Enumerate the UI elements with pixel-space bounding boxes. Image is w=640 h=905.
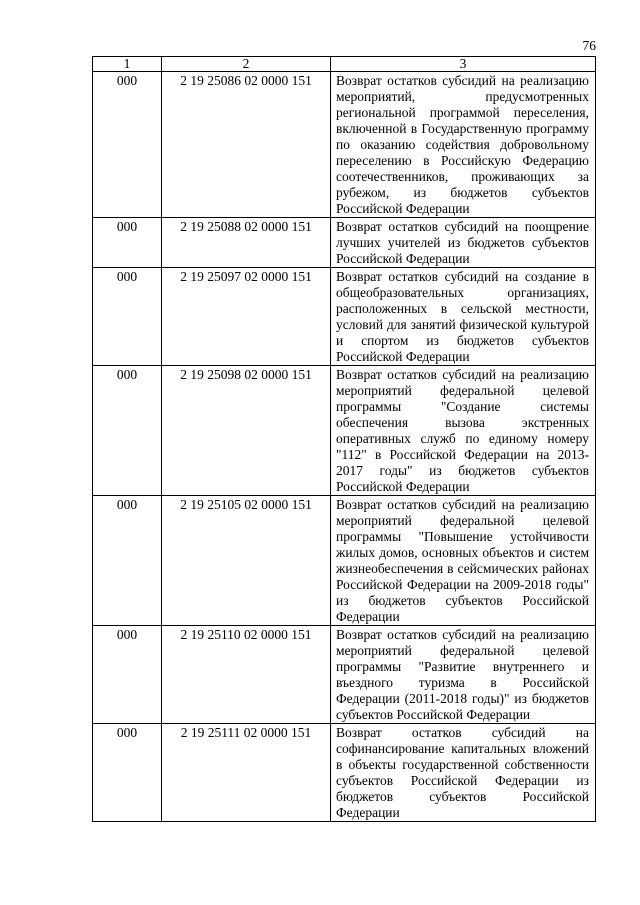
budget-code-cell: 2 19 25111 02 0000 151 [162, 724, 331, 822]
column-header-1: 1 [93, 57, 162, 72]
table-row [93, 496, 596, 626]
column-header-3: 3 [331, 57, 596, 72]
income-name-cell: Возврат остатков субсидий на реализацию мероприятий федеральной целевой программы "Повышение устойчивости жилых домов, основных объектов и систем жизнеобеспечения в сейсмических районах Российской Федерации на 2009-2018 годы" из бюджетов субъектов Российской Федерации [331, 496, 596, 626]
page-number: 76 [582, 38, 596, 53]
budget-code-cell: 2 19 25088 02 0000 151 [162, 218, 331, 268]
table-row [93, 268, 596, 366]
budget-code-cell: 2 19 25098 02 0000 151 [162, 366, 331, 496]
admin-code-cell: 000 [93, 626, 162, 724]
income-name-cell: Возврат остатков субсидий на реализацию мероприятий, предусмотренных региональной программой переселения, включенной в Государственную программу по оказанию содействия добровольному переселению в Российскую Федерацию соотечественников, проживающих за рубежом, из бюджетов субъектов Российской Федерации [331, 72, 596, 218]
income-name-cell: Возврат остатков субсидий на поощрение лучших учителей из бюджетов субъектов Российской Федерации [331, 218, 596, 268]
column-header-2: 2 [162, 57, 331, 72]
admin-code-cell: 000 [93, 218, 162, 268]
admin-code-cell: 000 [93, 366, 162, 496]
budget-code-cell: 2 19 25086 02 0000 151 [162, 72, 331, 218]
admin-code-cell: 000 [93, 72, 162, 218]
budget-code-cell: 2 19 25105 02 0000 151 [162, 496, 331, 626]
budget-classification-table [92, 56, 596, 822]
income-name-cell: Возврат остатков субсидий на создание в общеобразовательных организациях, расположенных в сельской местности, условий для занятий физической культурой и спортом из бюджетов субъектов Российской Федерации [331, 268, 596, 366]
table-row [93, 366, 596, 496]
income-name-cell: Возврат остатков субсидий на реализацию мероприятий федеральной целевой программы "Создание системы обеспечения вызова экстренных оперативных служб по единому номеру "112" в Российской Федерации на 2013-2017 годы" из бюджетов субъектов Российской Федерации [331, 366, 596, 496]
table-row [93, 72, 596, 218]
table-row [93, 218, 596, 268]
admin-code-cell: 000 [93, 724, 162, 822]
admin-code-cell: 000 [93, 268, 162, 366]
income-name-cell: Возврат остатков субсидий на софинансирование капитальных вложений в объекты государственной собственности субъектов Российской Федерации из бюджетов субъектов Российской Федерации [331, 724, 596, 822]
table-header-row [93, 57, 596, 72]
budget-code-cell: 2 19 25110 02 0000 151 [162, 626, 331, 724]
income-name-cell: Возврат остатков субсидий на реализацию мероприятий федеральной целевой программы "Развитие внутреннего и въездного туризма в Российской Федерации (2011-2018 годы)" из бюджетов субъектов Российской Федерации [331, 626, 596, 724]
table-row [93, 626, 596, 724]
admin-code-cell: 000 [93, 496, 162, 626]
budget-code-cell: 2 19 25097 02 0000 151 [162, 268, 331, 366]
table-row [93, 724, 596, 822]
